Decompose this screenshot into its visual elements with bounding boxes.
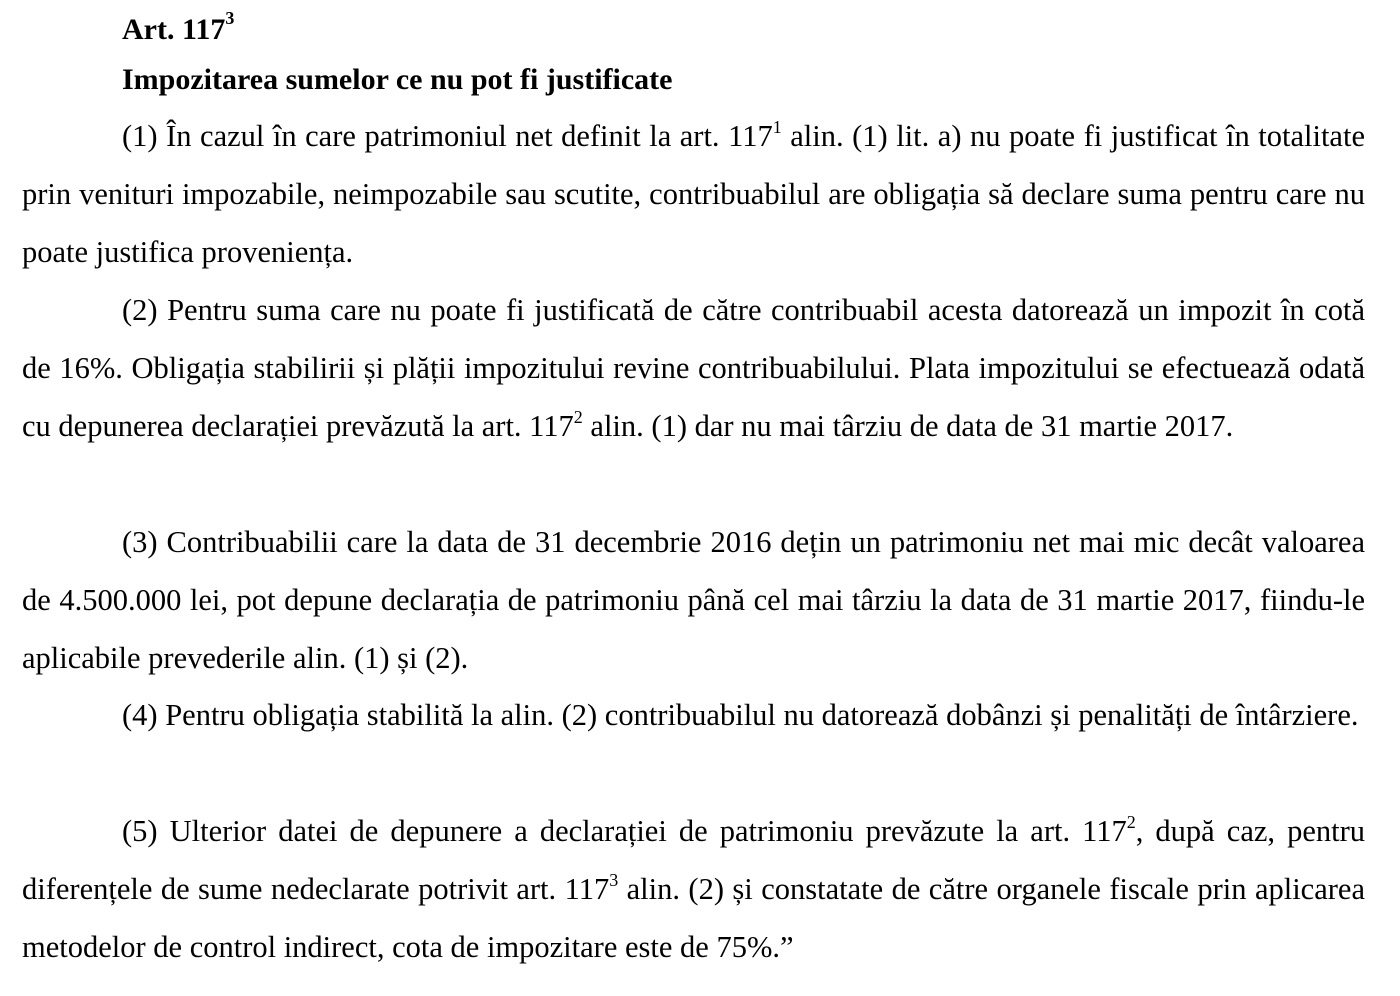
paragraph-1-text-b: alin. (1) lit. a) nu poate fi justificat în totalitate prin venituri impozabile, neimpozabile sau scutite, contribuabilul are obligația să declare suma pentru care nu poate justifica proveniența. xyxy=(22,119,1365,269)
paragraph-2 xyxy=(22,281,1365,455)
paragraph-4 xyxy=(22,686,1365,744)
paragraph-1-sup: 1 xyxy=(772,116,782,137)
paragraph-4-text: (4) Pentru obligația stabilită la alin. (2) contribuabilul nu datorează dobânzi și penalități de întârziere. xyxy=(122,698,1359,732)
paragraph-3-text: (3) Contribuabilii care la data de 31 decembrie 2016 dețin un patrimoniu net mai mic decât valoarea de 4.500.000 lei, pot depune declarația de patrimoniu până cel mai târziu la data de 31 martie 2017, fiindu-le aplicabile prevederile alin. (1) și (2). xyxy=(22,525,1365,675)
paragraph-5-text-b: , după caz, pentru diferențele de sume nedeclarate potrivit art. 117 xyxy=(22,814,1365,906)
article-title xyxy=(122,4,234,48)
article-superscript: 3 xyxy=(225,8,235,28)
article-label: Art. 117 xyxy=(122,13,226,46)
paragraph-5-text-c: alin. (2) și constatate de către organele fiscale prin aplicarea metodelor de control indirect, cota de impozitare este de 75%.” xyxy=(22,872,1365,964)
article-subtitle: Impozitarea sumelor ce nu pot fi justificate xyxy=(122,63,673,96)
paragraph-5 xyxy=(22,802,1365,976)
paragraph-5-sup-1: 2 xyxy=(1126,811,1136,832)
paragraph-2-sup: 2 xyxy=(573,406,583,427)
paragraph-2-text-b: alin. (1) dar nu mai târziu de data de 31 martie 2017. xyxy=(582,409,1234,443)
paragraph-5-sup-2: 3 xyxy=(609,869,619,890)
paragraph-3 xyxy=(22,513,1365,687)
paragraph-1 xyxy=(22,107,1365,281)
paragraph-5-text-a: (5) Ulterior datei de depunere a declarației de patrimoniu prevăzute la art. 117 xyxy=(122,814,1127,848)
paragraph-2-text-a: (2) Pentru suma care nu poate fi justificată de către contribuabil acesta datorează un impozit în cotă de 16%. Obligația stabilirii și plății impozitului revine contribuabilului. Plata impozitului se efectuează odată cu depunerea declarației prevăzută la art. 117 xyxy=(22,293,1365,443)
paragraph-1-text-a: (1) În cazul în care patrimoniul net definit la art. 117 xyxy=(122,119,773,153)
